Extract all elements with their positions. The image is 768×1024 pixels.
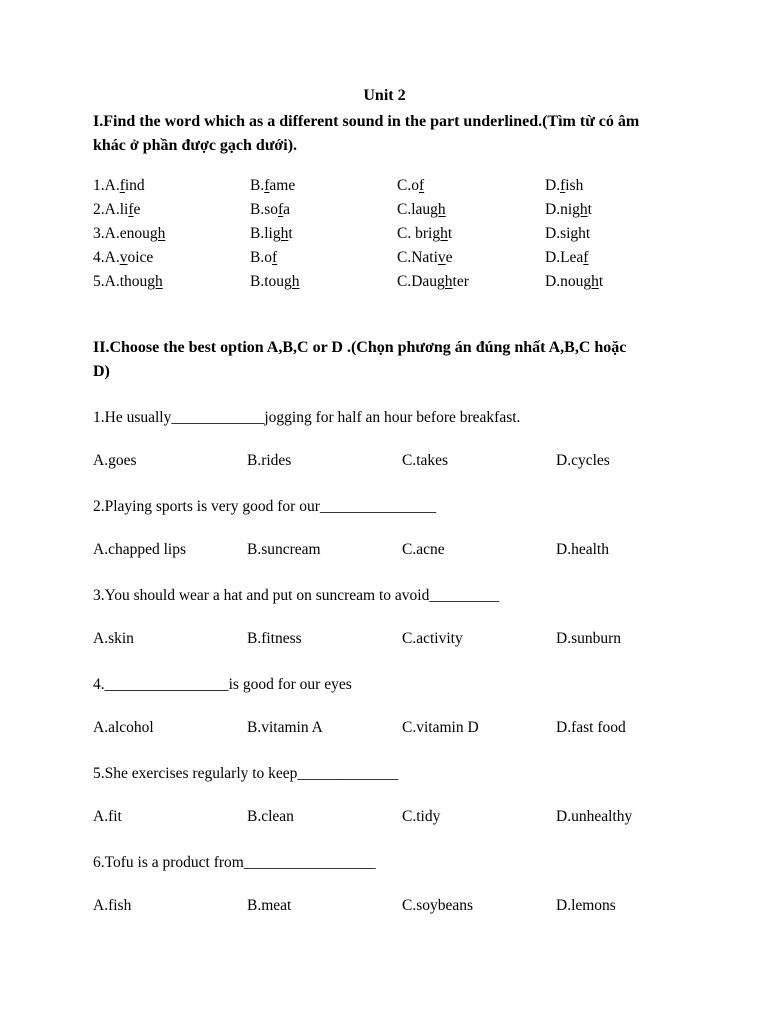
word-option — [250, 270, 300, 294]
answer-option: C.acne — [402, 541, 445, 558]
word-option — [545, 222, 590, 246]
underlined-part: gh — [583, 273, 599, 290]
answer-options — [93, 895, 693, 917]
word-text: e — [133, 201, 141, 218]
section1-heading-line1: I.Find the word which as a different sound in the part underlined.(Tìm từ có âm — [93, 113, 640, 130]
word-text: t — [288, 225, 293, 242]
word-text: D.nou — [545, 273, 584, 290]
answer-options — [93, 450, 693, 472]
word-text: t — [587, 201, 592, 218]
word-text: D.sight — [545, 225, 591, 242]
answer-option: D.lemons — [556, 897, 616, 914]
word-text: B.o — [250, 249, 272, 266]
word-option — [545, 174, 583, 198]
answer-option: D.unhealthy — [556, 808, 633, 825]
underlined-part: v — [119, 249, 128, 266]
word-option — [545, 198, 592, 222]
word-text: 1.A. — [93, 177, 120, 194]
underlined-part: f — [128, 201, 134, 218]
word-text: ish — [565, 177, 584, 194]
answer-option: D.sunburn — [556, 630, 622, 647]
word-text: B.li — [250, 225, 273, 242]
answer-options — [93, 539, 693, 561]
word-text: C.o — [397, 177, 419, 194]
word-option — [250, 198, 290, 222]
word-option — [93, 174, 145, 198]
underlined-part: gh — [284, 273, 300, 290]
answer-option: B.vitamin A — [247, 719, 323, 736]
section2-heading-line2: D) — [93, 363, 110, 380]
word-row — [93, 246, 693, 270]
question-text: 2.Playing sports is very good for our_______________ — [93, 498, 437, 515]
word-text: C. bri — [397, 225, 433, 242]
underlined-part: gh — [572, 201, 588, 218]
answer-option: A.alcohol — [93, 719, 154, 736]
answer-options — [93, 717, 693, 739]
answer-option: B.clean — [247, 808, 294, 825]
word-text: 2.A.li — [93, 201, 129, 218]
word-text: oice — [127, 249, 154, 266]
underlined-part: f — [278, 201, 284, 218]
answer-option: C.soybeans — [402, 897, 474, 914]
answer-option: B.meat — [247, 897, 292, 914]
section1-heading-line2: khác ở phần được gạch dưới). — [93, 137, 298, 154]
question-text: 1.He usually____________jogging for half an hour before breakfast. — [93, 409, 521, 426]
answer-option: D.fast food — [556, 719, 626, 736]
word-row — [93, 270, 693, 294]
underlined-part: gh — [437, 273, 453, 290]
question-text: 4.________________is good for our eyes — [93, 676, 352, 693]
answer-options — [93, 628, 693, 650]
word-option — [93, 270, 163, 294]
word-row — [93, 222, 693, 246]
word-text: B. — [250, 177, 265, 194]
word-text: a — [283, 201, 291, 218]
answer-option: C.tidy — [402, 808, 441, 825]
word-option — [93, 222, 165, 246]
answer-option: A.skin — [93, 630, 134, 647]
word-text: C.lau — [397, 201, 431, 218]
word-option — [397, 222, 452, 246]
answer-option: D.health — [556, 541, 609, 558]
underlined-part: v — [437, 249, 446, 266]
section2-heading-line1: II.Choose the best option A,B,C or D .(Chọn phương án đúng nhất A,B,C hoặc — [93, 339, 627, 356]
underlined-part: f — [119, 177, 125, 194]
answer-option: A.fish — [93, 897, 132, 914]
word-text: 3.A.enou — [93, 225, 150, 242]
word-text: B.tou — [250, 273, 285, 290]
word-text: t — [447, 225, 453, 242]
underlined-part: f — [271, 249, 278, 266]
word-text: e — [445, 249, 453, 266]
word-text: 4.A. — [93, 249, 120, 266]
word-text: C.Dau — [397, 273, 438, 290]
answer-option: B.fitness — [247, 630, 302, 647]
underlined-part: f — [560, 177, 566, 194]
answer-option: C.activity — [402, 630, 463, 647]
word-option — [397, 246, 453, 270]
answer-option: C.takes — [402, 452, 449, 469]
answer-option: A.fit — [93, 808, 122, 825]
section1-heading — [93, 110, 683, 158]
underlined-part: gh — [432, 225, 448, 242]
word-option — [250, 246, 277, 270]
word-option — [545, 270, 603, 294]
word-option — [397, 270, 469, 294]
answer-options — [93, 806, 693, 828]
word-option — [250, 222, 293, 246]
word-text: B.so — [250, 201, 278, 218]
question-text: 6.Tofu is a product from_________________ — [93, 854, 376, 871]
word-text: ind — [124, 177, 145, 194]
word-row — [93, 198, 693, 222]
underlined-part: gh — [147, 273, 163, 290]
page-title: Unit 2 — [363, 87, 406, 104]
underlined-part: f — [264, 177, 270, 194]
word-option — [93, 198, 140, 222]
answer-option: A.chapped lips — [93, 541, 186, 558]
underlined-part: f — [583, 249, 589, 266]
word-text: D.ni — [545, 201, 573, 218]
answer-option: B.suncream — [247, 541, 321, 558]
answer-option: D.cycles — [556, 452, 610, 469]
underlined-part: gh — [149, 225, 166, 242]
word-text: t — [598, 273, 604, 290]
section2-heading — [93, 336, 683, 384]
pronunciation-grid — [93, 174, 693, 294]
answer-option: A.goes — [93, 452, 137, 469]
question-text: 5.She exercises regularly to keep_____________ — [93, 765, 399, 782]
question-text: 3.You should wear a hat and put on suncream to avoid_________ — [93, 587, 500, 604]
word-option — [250, 174, 295, 198]
underlined-part: gh — [430, 201, 446, 218]
answer-option: C.vitamin D — [402, 719, 479, 736]
underlined-part: f — [418, 177, 425, 194]
answer-option: B.rides — [247, 452, 292, 469]
word-option — [397, 198, 446, 222]
word-option — [397, 174, 424, 198]
word-option — [93, 246, 153, 270]
word-text: C.Nati — [397, 249, 438, 266]
word-text: D.Lea — [545, 249, 584, 266]
word-text: D. — [545, 177, 561, 194]
word-text: ter — [452, 273, 469, 290]
word-option — [545, 246, 588, 270]
underlined-part: gh — [272, 225, 289, 242]
word-row — [93, 174, 693, 198]
word-text: ame — [269, 177, 296, 194]
word-text: 5.A.thou — [93, 273, 148, 290]
